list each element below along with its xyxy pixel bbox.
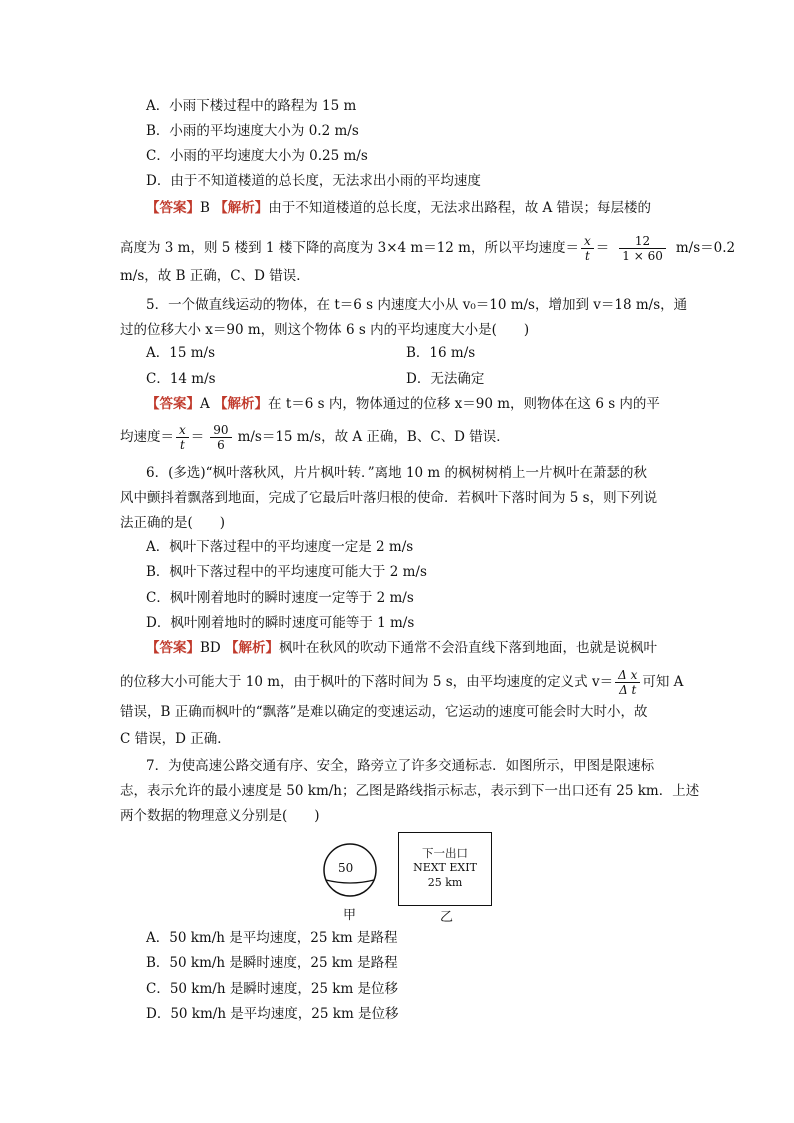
equals: ＝ — [595, 240, 610, 256]
q5-stem-line2: 过的位移大小 x＝90 m，则这个物体 6 s 内的平均速度大小是( ) — [120, 322, 530, 338]
q4-option-c: C．小雨的平均速度大小为 0.25 m/s — [146, 148, 368, 164]
fraction-denominator: 6 — [217, 438, 225, 452]
exit-sign-line1: 下一出口 — [422, 846, 468, 860]
answer-value: B — [200, 200, 210, 216]
analysis-tag: 【解析】 — [214, 200, 269, 216]
figure-label-jia: 甲 — [343, 908, 357, 923]
analysis-text: 均速度 — [120, 429, 161, 445]
fraction-denominator: t — [584, 249, 590, 263]
speed-limit-value: 50 — [338, 861, 354, 875]
q6-option-b: B．枫叶下落过程中的平均速度可能大于 2 m/s — [146, 564, 427, 580]
q4-option-a: A．小雨下楼过程中的路程为 15 m — [146, 98, 357, 114]
q7-option-c: C．50 km/h 是瞬时速度，25 km 是位移 — [146, 981, 399, 997]
q5-option-c: C．14 m/s — [146, 371, 216, 387]
answer-value: BD — [200, 640, 221, 656]
fraction-denominator: Δ t — [619, 683, 637, 697]
fraction — [176, 423, 189, 452]
q4-option-b: B．小雨的平均速度大小为 0.2 m/s — [146, 123, 359, 139]
q5-option-d: D．无法确定 — [406, 371, 485, 387]
exit-sign-line3: 25 km — [427, 876, 463, 889]
fraction-numerator: x — [581, 234, 594, 249]
answer-tag: 【答案】 — [146, 640, 200, 656]
q7-option-d: D．50 km/h 是平均速度，25 km 是位移 — [146, 1006, 399, 1022]
fraction-numerator: x — [176, 423, 189, 438]
q6-answer-line1 — [146, 638, 657, 658]
analysis-tag: 【解析】 — [225, 640, 280, 656]
answer-tag: 【答案】 — [146, 396, 200, 412]
q7-option-b: B．50 km/h 是瞬时速度，25 km 是路程 — [146, 955, 398, 971]
fraction — [581, 234, 594, 263]
q5-stem-line1: 5．一个做直线运动的物体，在 t＝6 s 内速度大小从 v₀＝10 m/s，增加到 v＝18 m/s，通 — [146, 297, 688, 313]
q6-answer-line2 — [120, 665, 683, 699]
analysis-text: m/s＝0.2 — [675, 240, 736, 256]
q6-stem-line1: 6．(多选)“枫叶落秋风，片片枫叶转．”离地 10 m 的枫树树梢上一片枫叶在萧瑟的秋 — [146, 465, 648, 481]
fraction-denominator: t — [179, 438, 185, 452]
equals: ＝ — [565, 240, 579, 256]
answer-tag: 【答案】 — [146, 200, 200, 216]
q6-option-a: A．枫叶下落过程中的平均速度一定是 2 m/s — [146, 539, 414, 555]
q7-option-a: A．50 km/h 是平均速度，25 km 是路程 — [146, 930, 398, 946]
q6-stem-line3: 法正确的是( ) — [120, 515, 226, 531]
q5-option-b: B．16 m/s — [406, 345, 476, 361]
analysis-text: 由于不知道楼道的总长度，无法求出路程，故 A 错误；每层楼的 — [268, 200, 652, 216]
fraction-numerator: Δ x — [615, 668, 640, 683]
figure-label-yi: 乙 — [440, 910, 454, 925]
q7-stem-line3: 两个数据的物理意义分别是( ) — [120, 808, 320, 824]
analysis-text: 在 t＝6 s 内，物体通过的位移 x＝90 m，则物体在这 6 s 内的平 — [268, 396, 660, 412]
q6-option-d: D．枫叶刚着地时的瞬时速度可能等于 1 m/s — [146, 615, 415, 631]
q5-answer-line2 — [120, 420, 510, 454]
q6-stem-line2: 风中颤抖着飘落到地面，完成了它最后叶落归根的使命．若枫叶下落时间为 5 s，则下列说 — [120, 490, 658, 506]
q6-option-c: C．枫叶刚着地时的瞬时速度一定等于 2 m/s — [146, 590, 414, 606]
q6-answer-line3: 错误，B 正确而枫叶的“飘落”是难以确定的变速运动，它运动的速度可能会时大时小，故 — [120, 704, 648, 720]
fraction-denominator: 1 × 60 — [622, 249, 663, 263]
equals: ＝ — [190, 429, 205, 445]
analysis-text: m/s＝15 m/s，故 A 正确，B、C、D 错误． — [237, 429, 510, 445]
q4-option-d: D．由于不知道楼道的总长度，无法求出小雨的平均速度 — [146, 173, 481, 189]
fraction — [619, 234, 666, 263]
fraction — [615, 668, 640, 697]
fraction-numerator: 12 — [619, 234, 666, 249]
analysis-text: 可知 A — [642, 674, 684, 690]
q4-answer-line2 — [120, 230, 735, 266]
fraction-numerator: 90 — [210, 423, 231, 438]
analysis-text: 的位移大小可能大于 10 m，由于枫叶的下落时间为 5 s，由平均速度的定义式 v＝ — [120, 674, 614, 690]
q7-stem-line1: 7．为使高速公路交通有序、安全，路旁立了许多交通标志．如图所示，甲图是限速标 — [146, 758, 655, 774]
q7-stem-line2: 志，表示允许的最小速度是 50 km/h；乙图是路线指示标志，表示到下一出口还有 25 km．上述 — [120, 783, 700, 799]
q5-answer-line1 — [146, 394, 660, 414]
answer-value: A — [200, 396, 210, 412]
analysis-text: 高度为 3 m，则 5 楼到 1 楼下降的高度为 3×4 m＝12 m，所以平均速度 — [120, 240, 566, 256]
q4-answer-line1 — [146, 198, 651, 218]
fraction — [210, 423, 231, 452]
q4-answer-line3: m/s，故 B 正确，C、D 错误． — [120, 268, 310, 284]
analysis-tag: 【解析】 — [214, 396, 269, 412]
analysis-text: 枫叶在秋风的吹动下通常不会沿直线下落到地面，也就是说枫叶 — [279, 640, 658, 656]
exit-sign-line2: NEXT EXIT — [413, 861, 477, 874]
equals: ＝ — [160, 429, 174, 445]
q6-answer-line4: C 错误，D 正确． — [120, 731, 231, 747]
q5-option-a: A．15 m/s — [146, 345, 215, 361]
